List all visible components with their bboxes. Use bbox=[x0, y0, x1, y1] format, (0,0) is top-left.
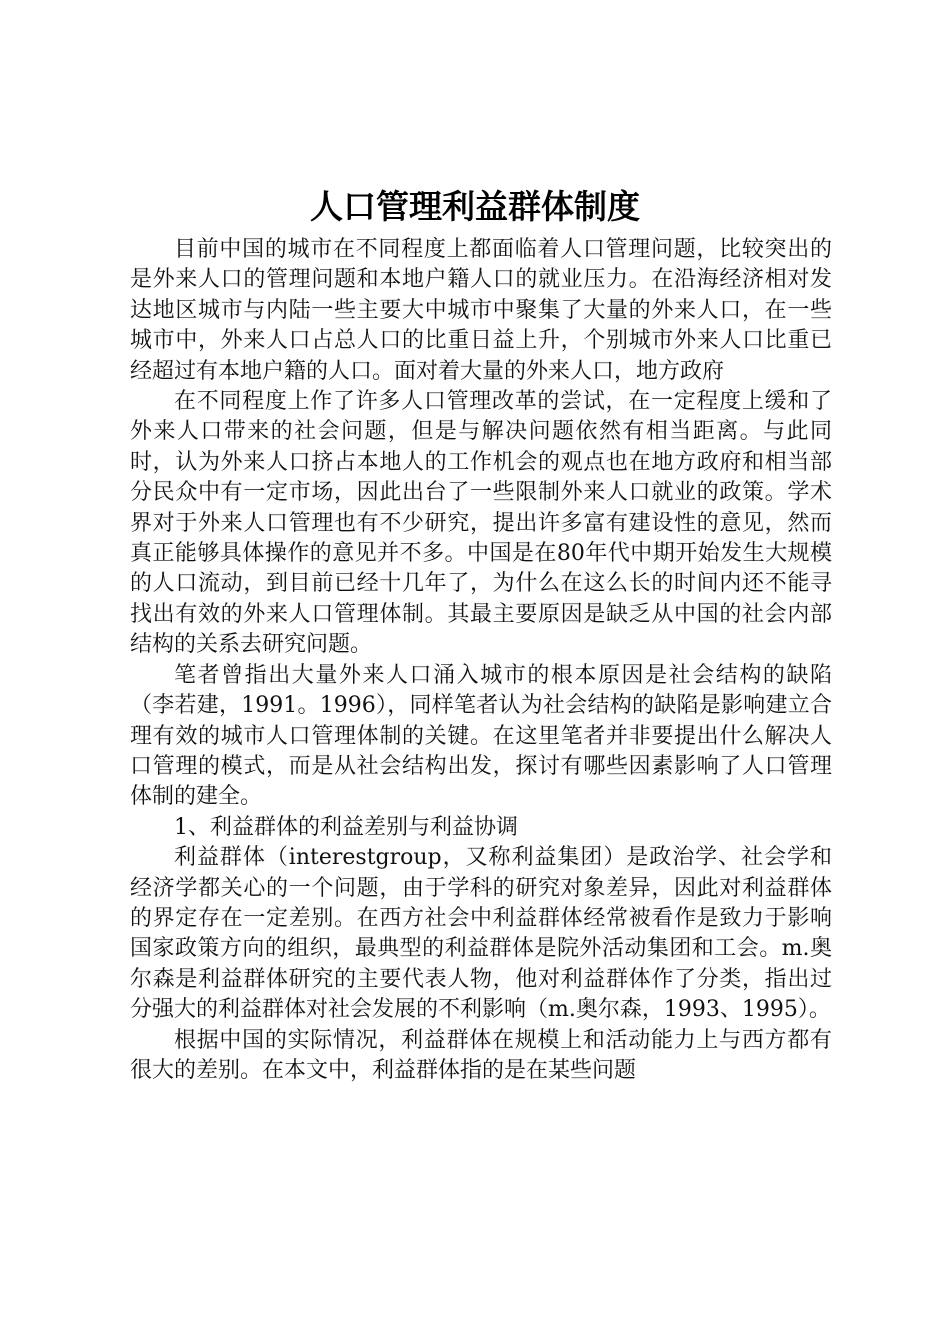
paragraph: 笔者曾指出大量外来人口涌入城市的根本原因是社会结构的缺陷（李若建，1991。1996），同样笔者认为社会结构的缺陷是影响建立合理有效的城市人口管理体制的关键。在这里笔者并非要提出什么解决人口管理的模式，而是从社会结构出发，探讨有哪些因素影响了人口管理体制的建全。 bbox=[130, 662, 832, 810]
document-body bbox=[130, 235, 832, 1086]
paragraph: 利益群体（interestgroup，又称利益集团）是政治学、社会学和经济学都关心的一个问题，由于学科的研究对象差异，因此对利益群体的界定存在一定差别。在西方社会中利益群体经常被看作是致力于影响国家政策方向的组织，最典型的利益群体是院外活动集团和工会。m.奥尔森是利益群体研究的主要代表人物，他对利益群体作了分类，指出过分强大的利益群体对社会发展的不利影响（m.奥尔森，1993、1995）。 bbox=[130, 845, 832, 1023]
paragraph: 目前中国的城市在不同程度上都面临着人口管理问题，比较突出的是外来人口的管理问题和本地户籍人口的就业压力。在沿海经济相对发达地区城市与内陆一些主要大中城市中聚集了大量的外来人口，在一些城市中，外来人口占总人口的比重日益上升，个别城市外来人口比重已经超过有本地户籍的人口。面对着大量的外来人口，地方政府 bbox=[130, 237, 832, 384]
paragraph: 根据中国的实际情况，利益群体在规模上和活动能力上与西方都有很大的差别。在本文中，利益群体指的是在某些问题 bbox=[130, 1027, 832, 1083]
section-heading: 1、利益群体的利益差别与利益协调 bbox=[174, 814, 518, 840]
document-title: 人口管理利益群体制度 bbox=[310, 187, 640, 226]
paragraph: 在不同程度上作了许多人口管理改革的尝试，在一定程度上缓和了外来人口带来的社会问题，但是与解决问题依然有相当距离。与此同时，认为外来人口挤占本地人的工作机会的观点也在地方政府和相当部分民众中有一定市场，因此出台了一些限制外来人口就业的政策。学术界对于外来人口管理也有不少研究，提出许多富有建设性的意见，然而真正能够具体操作的意见并不多。中国是在80年代中期开始发生大规模的人口流动，到目前已经十几年了，为什么在这么长的时间内还不能寻找出有效的外来人口管理体制。其最主要原因是缺乏从中国的社会内部结构的关系去研究问题。 bbox=[130, 389, 832, 658]
